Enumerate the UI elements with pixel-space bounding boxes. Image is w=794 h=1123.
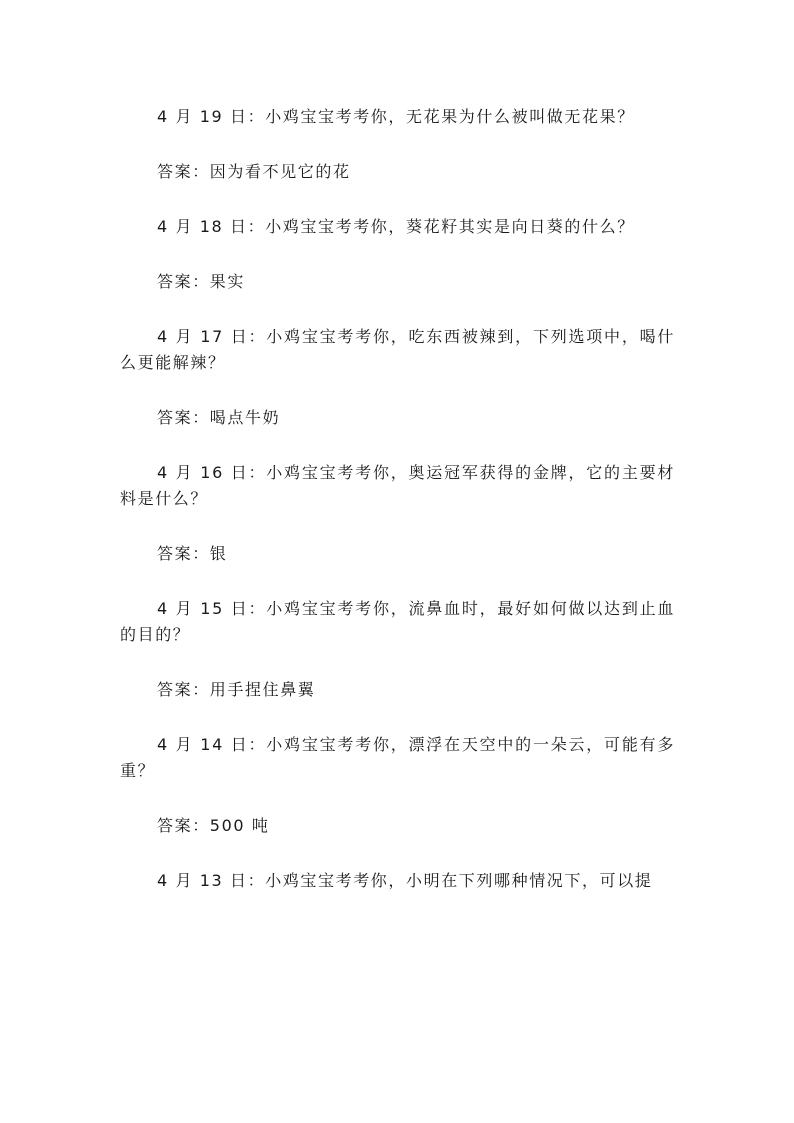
question-paragraph: 4 月 15 日：小鸡宝宝考考你，流鼻血时，最好如何做以达到止血的目的？ — [120, 599, 675, 644]
answer-paragraph: 答案：银 — [157, 544, 228, 563]
answer-paragraph: 答案：喝点牛奶 — [157, 408, 281, 427]
question-paragraph: 4 月 16 日：小鸡宝宝考考你，奥运冠军获得的金牌，它的主要材料是什么？ — [120, 463, 675, 508]
document-body — [120, 104, 675, 923]
question-paragraph: 4 月 19 日：小鸡宝宝考考你，无花果为什么被叫做无花果？ — [157, 107, 635, 126]
answer-paragraph: 答案：500 吨 — [157, 816, 270, 835]
question-paragraph: 4 月 14 日：小鸡宝宝考考你，漂浮在天空中的一朵云，可能有多重？ — [120, 735, 675, 780]
answer-paragraph: 答案：因为看不见它的花 — [157, 162, 351, 181]
answer-paragraph: 答案：用手捏住鼻翼 — [157, 680, 316, 699]
question-paragraph: 4 月 17 日：小鸡宝宝考考你，吃东西被辣到，下列选项中，喝什么更能解辣？ — [120, 327, 675, 372]
question-paragraph: 4 月 13 日：小鸡宝宝考考你，小明在下列哪种情况下，可以提 — [157, 871, 653, 890]
answer-paragraph: 答案：果实 — [157, 272, 246, 291]
question-paragraph: 4 月 18 日：小鸡宝宝考考你，葵花籽其实是向日葵的什么？ — [157, 217, 635, 236]
